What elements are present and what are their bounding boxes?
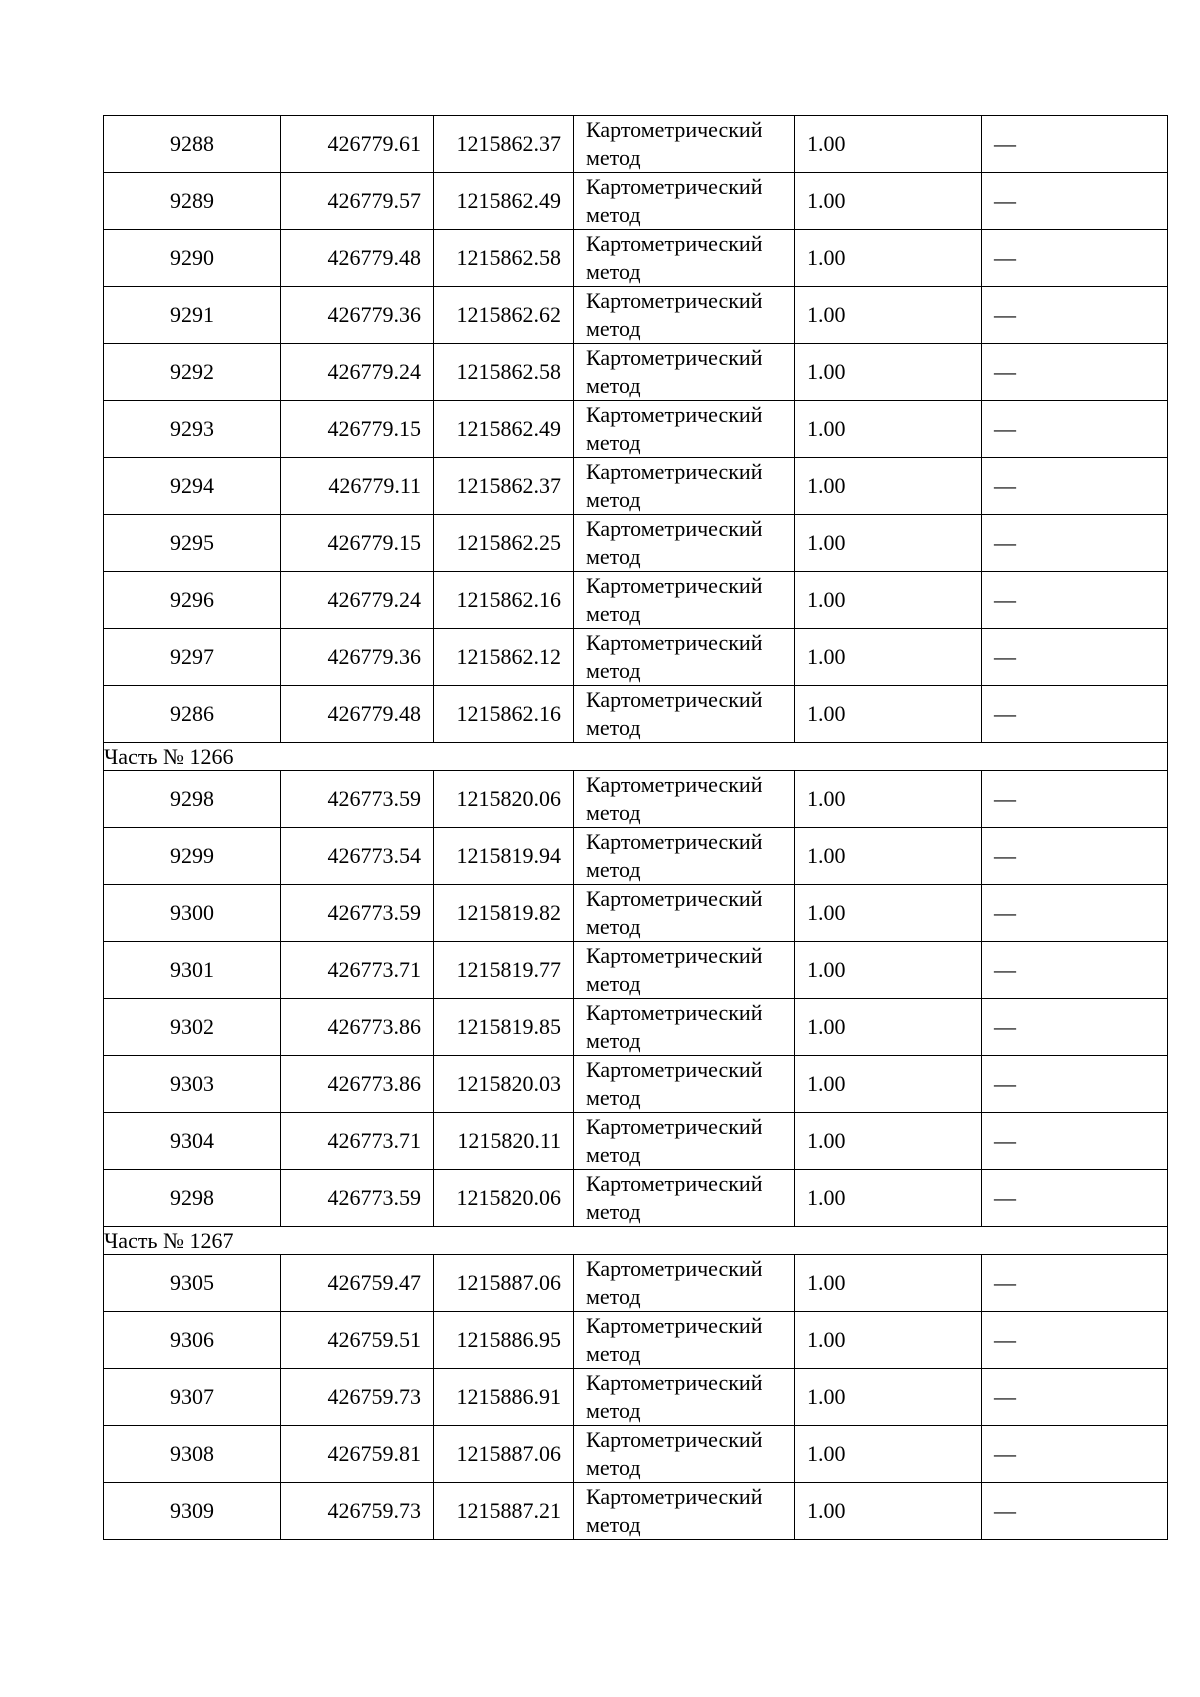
table-row [104, 1369, 1168, 1426]
point-number-cell: 9298 [104, 771, 281, 828]
point-number-cell: 9302 [104, 999, 281, 1056]
method-text-line: метод [586, 145, 641, 170]
accuracy-cell: 1.00 [795, 885, 982, 942]
x-coordinate-cell: 426779.24 [281, 572, 434, 629]
y-coordinate-cell: 1215862.16 [434, 572, 574, 629]
accuracy-cell: 1.00 [795, 287, 982, 344]
description-cell: — [982, 942, 1168, 999]
point-number-cell: 9308 [104, 1426, 281, 1483]
part-header-row [104, 743, 1168, 771]
method-cell [574, 401, 795, 458]
method-text-line: Картометрический [586, 1256, 763, 1281]
part-label: Часть № 1267 [104, 1227, 1168, 1255]
accuracy-cell: 1.00 [795, 230, 982, 287]
x-coordinate-cell: 426779.24 [281, 344, 434, 401]
method-text-line: метод [586, 544, 641, 569]
y-coordinate-cell: 1215862.58 [434, 230, 574, 287]
accuracy-cell: 1.00 [795, 572, 982, 629]
method-text-line: метод [586, 1142, 641, 1167]
table-row [104, 458, 1168, 515]
table-row [104, 885, 1168, 942]
point-number-cell: 9301 [104, 942, 281, 999]
table-row [104, 1056, 1168, 1113]
method-text-line: Картометрический [586, 573, 763, 598]
method-cell [574, 1426, 795, 1483]
point-number-cell: 9293 [104, 401, 281, 458]
method-cell [574, 999, 795, 1056]
y-coordinate-cell: 1215820.06 [434, 1170, 574, 1227]
x-coordinate-cell: 426759.81 [281, 1426, 434, 1483]
table-row [104, 116, 1168, 173]
method-text-line: метод [586, 1085, 641, 1110]
table-row [104, 771, 1168, 828]
method-text-line: Картометрический [586, 1000, 763, 1025]
x-coordinate-cell: 426773.71 [281, 1113, 434, 1170]
description-cell: — [982, 173, 1168, 230]
accuracy-cell: 1.00 [795, 1312, 982, 1369]
method-cell [574, 458, 795, 515]
method-text-line: метод [586, 1028, 641, 1053]
method-text-line: метод [586, 1341, 641, 1366]
method-text-line: метод [586, 601, 641, 626]
table-row [104, 828, 1168, 885]
accuracy-cell: 1.00 [795, 1369, 982, 1426]
table-row [104, 1312, 1168, 1369]
method-text-line: метод [586, 857, 641, 882]
table-row [104, 173, 1168, 230]
description-cell: — [982, 344, 1168, 401]
part-header-row [104, 1227, 1168, 1255]
y-coordinate-cell: 1215887.06 [434, 1426, 574, 1483]
method-cell [574, 1483, 795, 1540]
table-row [104, 686, 1168, 743]
y-coordinate-cell: 1215862.49 [434, 401, 574, 458]
point-number-cell: 9291 [104, 287, 281, 344]
method-cell [574, 629, 795, 686]
method-cell [574, 1312, 795, 1369]
accuracy-cell: 1.00 [795, 344, 982, 401]
method-text-line: Картометрический [586, 943, 763, 968]
point-number-cell: 9289 [104, 173, 281, 230]
table-row [104, 999, 1168, 1056]
x-coordinate-cell: 426779.48 [281, 230, 434, 287]
description-cell: — [982, 686, 1168, 743]
description-cell: — [982, 572, 1168, 629]
accuracy-cell: 1.00 [795, 1255, 982, 1312]
x-coordinate-cell: 426759.73 [281, 1369, 434, 1426]
table-row [104, 1255, 1168, 1312]
point-number-cell: 9294 [104, 458, 281, 515]
method-cell [574, 686, 795, 743]
method-text-line: метод [586, 316, 641, 341]
method-text-line: Картометрический [586, 402, 763, 427]
method-cell [574, 1113, 795, 1170]
point-number-cell: 9298 [104, 1170, 281, 1227]
y-coordinate-cell: 1215886.91 [434, 1369, 574, 1426]
method-text-line: метод [586, 202, 641, 227]
table-row [104, 572, 1168, 629]
method-cell [574, 344, 795, 401]
description-cell: — [982, 1483, 1168, 1540]
x-coordinate-cell: 426759.51 [281, 1312, 434, 1369]
description-cell: — [982, 1113, 1168, 1170]
x-coordinate-cell: 426779.36 [281, 287, 434, 344]
method-text-line: метод [586, 1512, 641, 1537]
method-text-line: метод [586, 1455, 641, 1480]
method-text-line: метод [586, 914, 641, 939]
method-cell [574, 173, 795, 230]
method-text-line: Картометрический [586, 174, 763, 199]
method-cell [574, 515, 795, 572]
method-text-line: Картометрический [586, 516, 763, 541]
method-text-line: метод [586, 715, 641, 740]
method-text-line: Картометрический [586, 117, 763, 142]
method-cell [574, 287, 795, 344]
y-coordinate-cell: 1215820.03 [434, 1056, 574, 1113]
y-coordinate-cell: 1215819.94 [434, 828, 574, 885]
y-coordinate-cell: 1215862.37 [434, 458, 574, 515]
coordinates-table-body [104, 116, 1168, 1540]
method-text-line: метод [586, 800, 641, 825]
accuracy-cell: 1.00 [795, 1113, 982, 1170]
y-coordinate-cell: 1215887.21 [434, 1483, 574, 1540]
method-cell [574, 828, 795, 885]
method-text-line: Картометрический [586, 829, 763, 854]
accuracy-cell: 1.00 [795, 458, 982, 515]
point-number-cell: 9288 [104, 116, 281, 173]
point-number-cell: 9286 [104, 686, 281, 743]
y-coordinate-cell: 1215819.77 [434, 942, 574, 999]
table-row [104, 1113, 1168, 1170]
accuracy-cell: 1.00 [795, 629, 982, 686]
method-text-line: метод [586, 430, 641, 455]
point-number-cell: 9297 [104, 629, 281, 686]
method-cell [574, 771, 795, 828]
accuracy-cell: 1.00 [795, 942, 982, 999]
method-text-line: Картометрический [586, 630, 763, 655]
x-coordinate-cell: 426779.48 [281, 686, 434, 743]
accuracy-cell: 1.00 [795, 1170, 982, 1227]
point-number-cell: 9304 [104, 1113, 281, 1170]
description-cell: — [982, 1056, 1168, 1113]
point-number-cell: 9296 [104, 572, 281, 629]
method-text-line: метод [586, 1199, 641, 1224]
y-coordinate-cell: 1215820.06 [434, 771, 574, 828]
method-text-line: Картометрический [586, 772, 763, 797]
method-text-line: метод [586, 971, 641, 996]
point-number-cell: 9303 [104, 1056, 281, 1113]
table-row [104, 287, 1168, 344]
method-text-line: метод [586, 373, 641, 398]
method-cell [574, 885, 795, 942]
x-coordinate-cell: 426773.59 [281, 1170, 434, 1227]
description-cell: — [982, 771, 1168, 828]
y-coordinate-cell: 1215862.12 [434, 629, 574, 686]
y-coordinate-cell: 1215820.11 [434, 1113, 574, 1170]
table-row [104, 515, 1168, 572]
method-text-line: метод [586, 487, 641, 512]
point-number-cell: 9300 [104, 885, 281, 942]
method-cell [574, 942, 795, 999]
x-coordinate-cell: 426773.86 [281, 999, 434, 1056]
accuracy-cell: 1.00 [795, 1056, 982, 1113]
coordinates-table [103, 115, 1168, 1540]
method-text-line: Картометрический [586, 1057, 763, 1082]
y-coordinate-cell: 1215862.58 [434, 344, 574, 401]
description-cell: — [982, 515, 1168, 572]
accuracy-cell: 1.00 [795, 116, 982, 173]
table-row [104, 1170, 1168, 1227]
method-cell [574, 1056, 795, 1113]
method-text-line: Картометрический [586, 231, 763, 256]
method-text-line: Картометрический [586, 1427, 763, 1452]
description-cell: — [982, 1255, 1168, 1312]
accuracy-cell: 1.00 [795, 686, 982, 743]
point-number-cell: 9295 [104, 515, 281, 572]
description-cell: — [982, 629, 1168, 686]
x-coordinate-cell: 426779.15 [281, 515, 434, 572]
x-coordinate-cell: 426759.47 [281, 1255, 434, 1312]
point-number-cell: 9305 [104, 1255, 281, 1312]
y-coordinate-cell: 1215862.49 [434, 173, 574, 230]
method-text-line: Картометрический [586, 1313, 763, 1338]
table-row [104, 1426, 1168, 1483]
part-label: Часть № 1266 [104, 743, 1168, 771]
x-coordinate-cell: 426779.57 [281, 173, 434, 230]
x-coordinate-cell: 426773.71 [281, 942, 434, 999]
method-text-line: метод [586, 658, 641, 683]
point-number-cell: 9299 [104, 828, 281, 885]
description-cell: — [982, 885, 1168, 942]
x-coordinate-cell: 426779.61 [281, 116, 434, 173]
accuracy-cell: 1.00 [795, 771, 982, 828]
method-text-line: Картометрический [586, 886, 763, 911]
point-number-cell: 9290 [104, 230, 281, 287]
description-cell: — [982, 1170, 1168, 1227]
x-coordinate-cell: 426779.11 [281, 458, 434, 515]
method-text-line: Картометрический [586, 687, 763, 712]
method-cell [574, 230, 795, 287]
accuracy-cell: 1.00 [795, 1426, 982, 1483]
method-cell [574, 1255, 795, 1312]
method-text-line: Картометрический [586, 1484, 763, 1509]
y-coordinate-cell: 1215862.16 [434, 686, 574, 743]
x-coordinate-cell: 426779.15 [281, 401, 434, 458]
method-cell [574, 116, 795, 173]
x-coordinate-cell: 426773.59 [281, 771, 434, 828]
description-cell: — [982, 116, 1168, 173]
point-number-cell: 9306 [104, 1312, 281, 1369]
accuracy-cell: 1.00 [795, 828, 982, 885]
method-cell [574, 572, 795, 629]
accuracy-cell: 1.00 [795, 515, 982, 572]
method-text-line: Картометрический [586, 1171, 763, 1196]
y-coordinate-cell: 1215819.85 [434, 999, 574, 1056]
accuracy-cell: 1.00 [795, 173, 982, 230]
table-row [104, 230, 1168, 287]
description-cell: — [982, 401, 1168, 458]
accuracy-cell: 1.00 [795, 1483, 982, 1540]
description-cell: — [982, 999, 1168, 1056]
method-text-line: Картометрический [586, 288, 763, 313]
description-cell: — [982, 828, 1168, 885]
accuracy-cell: 1.00 [795, 401, 982, 458]
point-number-cell: 9292 [104, 344, 281, 401]
description-cell: — [982, 1312, 1168, 1369]
y-coordinate-cell: 1215862.62 [434, 287, 574, 344]
point-number-cell: 9307 [104, 1369, 281, 1426]
table-row [104, 401, 1168, 458]
description-cell: — [982, 287, 1168, 344]
y-coordinate-cell: 1215886.95 [434, 1312, 574, 1369]
method-text-line: метод [586, 1284, 641, 1309]
table-row [104, 1483, 1168, 1540]
table-row [104, 344, 1168, 401]
method-text-line: метод [586, 1398, 641, 1423]
y-coordinate-cell: 1215819.82 [434, 885, 574, 942]
accuracy-cell: 1.00 [795, 999, 982, 1056]
description-cell: — [982, 458, 1168, 515]
x-coordinate-cell: 426773.54 [281, 828, 434, 885]
x-coordinate-cell: 426773.86 [281, 1056, 434, 1113]
description-cell: — [982, 1369, 1168, 1426]
table-row [104, 942, 1168, 999]
point-number-cell: 9309 [104, 1483, 281, 1540]
method-text-line: метод [586, 259, 641, 284]
table-row [104, 629, 1168, 686]
x-coordinate-cell: 426759.73 [281, 1483, 434, 1540]
x-coordinate-cell: 426779.36 [281, 629, 434, 686]
method-text-line: Картометрический [586, 345, 763, 370]
method-text-line: Картометрический [586, 459, 763, 484]
method-cell [574, 1369, 795, 1426]
y-coordinate-cell: 1215887.06 [434, 1255, 574, 1312]
method-text-line: Картометрический [586, 1370, 763, 1395]
x-coordinate-cell: 426773.59 [281, 885, 434, 942]
description-cell: — [982, 1426, 1168, 1483]
method-text-line: Картометрический [586, 1114, 763, 1139]
y-coordinate-cell: 1215862.25 [434, 515, 574, 572]
y-coordinate-cell: 1215862.37 [434, 116, 574, 173]
method-cell [574, 1170, 795, 1227]
description-cell: — [982, 230, 1168, 287]
